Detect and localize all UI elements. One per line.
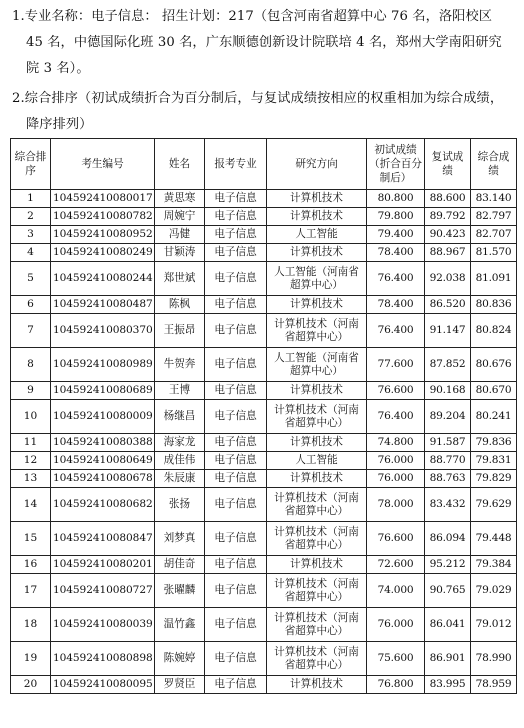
cell-rank: 16 (11, 556, 51, 574)
cell-rank: 20 (11, 676, 51, 694)
cell-retest-score: 86.041 (425, 608, 471, 642)
cell-retest-score: 88.763 (425, 470, 471, 488)
cell-retest-score: 90.765 (425, 574, 471, 608)
cell-name: 杨继昌 (155, 400, 205, 434)
header-total-score: 综合成绩 (471, 139, 517, 190)
table-row (11, 488, 517, 522)
cell-direction: 计算机技术 (267, 434, 367, 452)
cell-total-score: 79.029 (471, 574, 517, 608)
cell-rank: 8 (11, 348, 51, 382)
cell-rank: 2 (11, 208, 51, 226)
cell-major: 电子信息 (205, 452, 267, 470)
cell-direction: 计算机技术 (267, 382, 367, 400)
cell-exam-id: 104592410080782 (51, 208, 155, 226)
table-row (11, 348, 517, 382)
cell-total-score: 80.241 (471, 400, 517, 434)
cell-initial-score: 76.400 (367, 314, 425, 348)
cell-total-score: 78.990 (471, 642, 517, 676)
cell-total-score: 79.384 (471, 556, 517, 574)
cell-retest-score: 89.204 (425, 400, 471, 434)
cell-exam-id: 104592410080009 (51, 400, 155, 434)
cell-direction: 计算机技术（河南省超算中心） (267, 522, 367, 556)
cell-rank: 11 (11, 434, 51, 452)
cell-major: 电子信息 (205, 556, 267, 574)
cell-exam-id: 104592410080678 (51, 470, 155, 488)
cell-total-score: 79.448 (471, 522, 517, 556)
cell-exam-id: 104592410080017 (51, 190, 155, 208)
cell-name: 黄思寒 (155, 190, 205, 208)
cell-initial-score: 76.400 (367, 400, 425, 434)
cell-direction: 计算机技术（河南省超算中心） (267, 574, 367, 608)
cell-initial-score: 78.400 (367, 296, 425, 314)
cell-exam-id: 104592410080388 (51, 434, 155, 452)
cell-initial-score: 72.600 (367, 556, 425, 574)
cell-rank: 4 (11, 244, 51, 262)
cell-retest-score: 91.147 (425, 314, 471, 348)
cell-name: 成佳伟 (155, 452, 205, 470)
cell-total-score: 79.836 (471, 434, 517, 452)
cell-name: 甘颖涛 (155, 244, 205, 262)
cell-rank: 10 (11, 400, 51, 434)
cell-exam-id: 104592410080847 (51, 522, 155, 556)
document-intro (12, 4, 512, 138)
cell-major: 电子信息 (205, 314, 267, 348)
cell-name: 王博 (155, 382, 205, 400)
cell-total-score: 79.829 (471, 470, 517, 488)
table-row (11, 434, 517, 452)
cell-direction: 计算机技术 (267, 244, 367, 262)
cell-major: 电子信息 (205, 470, 267, 488)
cell-exam-id: 104592410080898 (51, 642, 155, 676)
cell-retest-score: 86.901 (425, 642, 471, 676)
cell-direction: 人工智能（河南省超算中心） (267, 348, 367, 382)
cell-initial-score: 78.400 (367, 244, 425, 262)
cell-name: 牛贺奔 (155, 348, 205, 382)
table-row (11, 676, 517, 694)
cell-retest-score: 88.770 (425, 452, 471, 470)
cell-total-score: 82.797 (471, 208, 517, 226)
cell-retest-score: 83.432 (425, 488, 471, 522)
cell-initial-score: 76.600 (367, 382, 425, 400)
ranking-table-body (11, 190, 517, 694)
table-header-row (11, 139, 517, 190)
cell-exam-id: 104592410080095 (51, 676, 155, 694)
cell-exam-id: 104592410080487 (51, 296, 155, 314)
cell-total-score: 82.707 (471, 226, 517, 244)
cell-total-score: 80.824 (471, 314, 517, 348)
cell-direction: 计算机技术 (267, 556, 367, 574)
table-row (11, 574, 517, 608)
ranking-table (10, 138, 517, 694)
cell-retest-score: 83.995 (425, 676, 471, 694)
table-row (11, 400, 517, 434)
table-row (11, 262, 517, 296)
cell-direction: 人工智能（河南省超算中心） (267, 262, 367, 296)
header-major: 报考专业 (205, 139, 267, 190)
cell-initial-score: 74.000 (367, 574, 425, 608)
cell-initial-score: 76.800 (367, 676, 425, 694)
cell-major: 电子信息 (205, 400, 267, 434)
header-name: 姓名 (155, 139, 205, 190)
table-row (11, 382, 517, 400)
cell-name: 刘梦真 (155, 522, 205, 556)
cell-rank: 12 (11, 452, 51, 470)
cell-exam-id: 104592410080370 (51, 314, 155, 348)
cell-total-score: 83.140 (471, 190, 517, 208)
cell-retest-score: 89.792 (425, 208, 471, 226)
cell-rank: 7 (11, 314, 51, 348)
cell-initial-score: 76.400 (367, 262, 425, 296)
table-row (11, 522, 517, 556)
cell-exam-id: 104592410080244 (51, 262, 155, 296)
cell-retest-score: 92.038 (425, 262, 471, 296)
cell-rank: 14 (11, 488, 51, 522)
cell-major: 电子信息 (205, 434, 267, 452)
cell-name: 海家龙 (155, 434, 205, 452)
cell-total-score: 78.959 (471, 676, 517, 694)
cell-total-score: 79.012 (471, 608, 517, 642)
cell-exam-id: 104592410080249 (51, 244, 155, 262)
table-row (11, 452, 517, 470)
cell-name: 郑世斌 (155, 262, 205, 296)
cell-name: 朱辰康 (155, 470, 205, 488)
cell-major: 电子信息 (205, 676, 267, 694)
cell-initial-score: 79.400 (367, 226, 425, 244)
cell-direction: 计算机技术（河南省超算中心） (267, 642, 367, 676)
cell-direction: 计算机技术 (267, 190, 367, 208)
cell-direction: 计算机技术 (267, 676, 367, 694)
cell-name: 王振昂 (155, 314, 205, 348)
table-row (11, 642, 517, 676)
cell-major: 电子信息 (205, 190, 267, 208)
cell-total-score: 80.836 (471, 296, 517, 314)
cell-direction: 计算机技术 (267, 470, 367, 488)
cell-retest-score: 90.423 (425, 226, 471, 244)
cell-exam-id: 104592410080201 (51, 556, 155, 574)
cell-retest-score: 88.967 (425, 244, 471, 262)
cell-total-score: 81.570 (471, 244, 517, 262)
cell-total-score: 79.831 (471, 452, 517, 470)
enrollment-plan-paragraph: 1.专业名称：电子信息： 招生计划：217（包含河南省超算中心 76 名，洛阳校区 45 名，中德国际化班 30 名，广东顺德创新设计院联培 4 名，郑州大学南阳研究院 3 名）。 (12, 9, 502, 76)
cell-direction: 计算机技术（河南省超算中心） (267, 314, 367, 348)
cell-total-score: 81.091 (471, 262, 517, 296)
cell-name: 冯健 (155, 226, 205, 244)
table-row (11, 314, 517, 348)
cell-rank: 17 (11, 574, 51, 608)
cell-rank: 15 (11, 522, 51, 556)
cell-direction: 人工智能 (267, 452, 367, 470)
cell-total-score: 79.629 (471, 488, 517, 522)
cell-initial-score: 74.800 (367, 434, 425, 452)
cell-retest-score: 90.168 (425, 382, 471, 400)
cell-exam-id: 104592410080039 (51, 608, 155, 642)
cell-initial-score: 75.600 (367, 642, 425, 676)
table-row (11, 470, 517, 488)
cell-major: 电子信息 (205, 608, 267, 642)
table-row (11, 208, 517, 226)
header-initial-score: 初试成绩（折合百分制后） (367, 139, 425, 190)
cell-initial-score: 79.800 (367, 208, 425, 226)
cell-initial-score: 80.800 (367, 190, 425, 208)
cell-direction: 计算机技术 (267, 296, 367, 314)
cell-initial-score: 76.000 (367, 470, 425, 488)
cell-rank: 5 (11, 262, 51, 296)
header-direction: 研究方向 (267, 139, 367, 190)
cell-initial-score: 77.600 (367, 348, 425, 382)
header-rank: 综合排序 (11, 139, 51, 190)
cell-major: 电子信息 (205, 382, 267, 400)
cell-major: 电子信息 (205, 488, 267, 522)
cell-exam-id: 104592410080682 (51, 488, 155, 522)
cell-name: 周婉宁 (155, 208, 205, 226)
cell-exam-id: 104592410080952 (51, 226, 155, 244)
cell-retest-score: 95.212 (425, 556, 471, 574)
cell-name: 张曜麟 (155, 574, 205, 608)
cell-direction: 人工智能 (267, 226, 367, 244)
cell-major: 电子信息 (205, 208, 267, 226)
cell-rank: 9 (11, 382, 51, 400)
cell-direction: 计算机技术（河南省超算中心） (267, 608, 367, 642)
cell-name: 陈枫 (155, 296, 205, 314)
cell-rank: 3 (11, 226, 51, 244)
cell-major: 电子信息 (205, 348, 267, 382)
table-row (11, 244, 517, 262)
cell-direction: 计算机技术（河南省超算中心） (267, 400, 367, 434)
table-row (11, 556, 517, 574)
cell-exam-id: 104592410080649 (51, 452, 155, 470)
header-exam-id: 考生编号 (51, 139, 155, 190)
cell-total-score: 80.676 (471, 348, 517, 382)
cell-retest-score: 91.587 (425, 434, 471, 452)
cell-name: 陈婉婷 (155, 642, 205, 676)
cell-rank: 6 (11, 296, 51, 314)
cell-rank: 18 (11, 608, 51, 642)
cell-exam-id: 104592410080989 (51, 348, 155, 382)
cell-name: 张扬 (155, 488, 205, 522)
cell-name: 温竹鑫 (155, 608, 205, 642)
cell-rank: 19 (11, 642, 51, 676)
cell-major: 电子信息 (205, 244, 267, 262)
table-row (11, 190, 517, 208)
cell-initial-score: 76.000 (367, 452, 425, 470)
cell-rank: 13 (11, 470, 51, 488)
cell-total-score: 80.670 (471, 382, 517, 400)
cell-major: 电子信息 (205, 642, 267, 676)
header-retest-score: 复试成绩 (425, 139, 471, 190)
cell-exam-id: 104592410080727 (51, 574, 155, 608)
cell-exam-id: 104592410080689 (51, 382, 155, 400)
cell-retest-score: 86.520 (425, 296, 471, 314)
cell-major: 电子信息 (205, 574, 267, 608)
table-row (11, 608, 517, 642)
cell-initial-score: 76.600 (367, 522, 425, 556)
cell-retest-score: 86.094 (425, 522, 471, 556)
cell-retest-score: 88.600 (425, 190, 471, 208)
cell-major: 电子信息 (205, 296, 267, 314)
cell-major: 电子信息 (205, 262, 267, 296)
cell-direction: 计算机技术 (267, 208, 367, 226)
cell-major: 电子信息 (205, 226, 267, 244)
table-row (11, 226, 517, 244)
cell-name: 罗贤臣 (155, 676, 205, 694)
cell-major: 电子信息 (205, 522, 267, 556)
cell-name: 胡佳奇 (155, 556, 205, 574)
cell-direction: 计算机技术（河南省超算中心） (267, 488, 367, 522)
cell-initial-score: 78.000 (367, 488, 425, 522)
cell-retest-score: 87.852 (425, 348, 471, 382)
table-row (11, 296, 517, 314)
ranking-description-paragraph: 2.综合排序（初试成绩折合为百分制后，与复试成绩按相应的权重相加为综合成绩， 降序排列） (12, 91, 504, 132)
cell-rank: 1 (11, 190, 51, 208)
cell-initial-score: 76.000 (367, 608, 425, 642)
